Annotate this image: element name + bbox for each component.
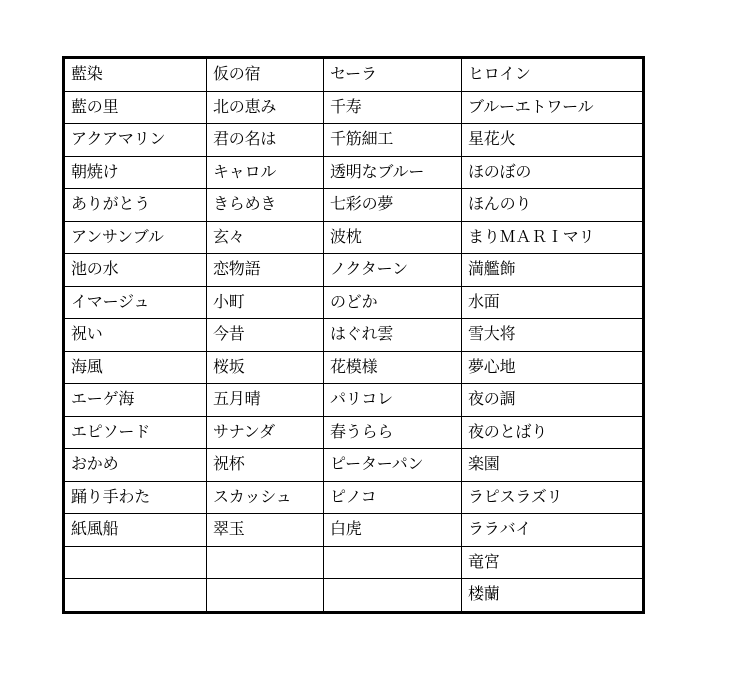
table-cell: 楼蘭	[462, 579, 644, 613]
table-cell: エピソード	[64, 416, 207, 449]
table-cell: 楽園	[462, 449, 644, 482]
name-table-body	[64, 58, 644, 613]
table-row	[64, 189, 644, 222]
table-cell: ピノコ	[324, 481, 462, 514]
table-cell: 波枕	[324, 221, 462, 254]
table-row	[64, 124, 644, 157]
table-cell: 紙風船	[64, 514, 207, 547]
table-cell: 恋物語	[207, 254, 324, 287]
table-cell: ヒロイン	[462, 58, 644, 92]
table-row	[64, 481, 644, 514]
table-cell: 藍の里	[64, 91, 207, 124]
table-cell: 君の名は	[207, 124, 324, 157]
table-row	[64, 286, 644, 319]
table-row	[64, 91, 644, 124]
table-cell: ラピスラズリ	[462, 481, 644, 514]
table-cell: アクアマリン	[64, 124, 207, 157]
table-cell: 満艦飾	[462, 254, 644, 287]
table-cell: ノクターン	[324, 254, 462, 287]
table-cell: おかめ	[64, 449, 207, 482]
table-row	[64, 58, 644, 92]
table-cell: 夜の調	[462, 384, 644, 417]
table-cell: 花模様	[324, 351, 462, 384]
table-cell: 星花火	[462, 124, 644, 157]
table-row	[64, 416, 644, 449]
table-row	[64, 579, 644, 613]
table-cell: 朝焼け	[64, 156, 207, 189]
table-cell: 五月晴	[207, 384, 324, 417]
table-cell: 白虎	[324, 514, 462, 547]
table-cell: サナンダ	[207, 416, 324, 449]
table-cell: 桜坂	[207, 351, 324, 384]
table-row	[64, 254, 644, 287]
table-row	[64, 384, 644, 417]
table-row	[64, 351, 644, 384]
name-table	[62, 56, 645, 614]
table-cell-empty	[324, 579, 462, 613]
table-cell: 海風	[64, 351, 207, 384]
table-cell: イマージュ	[64, 286, 207, 319]
table-cell: キャロル	[207, 156, 324, 189]
table-cell: 竜宮	[462, 546, 644, 579]
table-cell: アンサンブル	[64, 221, 207, 254]
table-cell-empty	[207, 546, 324, 579]
table-cell: 翠玉	[207, 514, 324, 547]
table-cell: セーラ	[324, 58, 462, 92]
table-cell: 夢心地	[462, 351, 644, 384]
table-cell: ありがとう	[64, 189, 207, 222]
table-cell: 千寿	[324, 91, 462, 124]
table-cell: 小町	[207, 286, 324, 319]
table-cell: 玄々	[207, 221, 324, 254]
table-cell: のどか	[324, 286, 462, 319]
table-cell: 千筋細工	[324, 124, 462, 157]
table-row	[64, 546, 644, 579]
table-cell: 祝杯	[207, 449, 324, 482]
table-row	[64, 221, 644, 254]
table-cell-empty	[64, 579, 207, 613]
table-cell: ブルーエトワール	[462, 91, 644, 124]
table-cell: パリコレ	[324, 384, 462, 417]
table-cell: 透明なブルー	[324, 156, 462, 189]
table-row	[64, 156, 644, 189]
table-cell: エーゲ海	[64, 384, 207, 417]
table-cell: 仮の宿	[207, 58, 324, 92]
table-cell: 踊り手わた	[64, 481, 207, 514]
table-cell: ほのぼの	[462, 156, 644, 189]
table-cell: まりＭＡＲＩマリ	[462, 221, 644, 254]
table-cell: 藍染	[64, 58, 207, 92]
table-cell-empty	[64, 546, 207, 579]
table-cell: はぐれ雲	[324, 319, 462, 352]
table-cell: ララバイ	[462, 514, 644, 547]
table-row	[64, 449, 644, 482]
table-row	[64, 514, 644, 547]
table-cell: 七彩の夢	[324, 189, 462, 222]
table-cell: 水面	[462, 286, 644, 319]
table-cell-empty	[207, 579, 324, 613]
table-cell: ピーターパン	[324, 449, 462, 482]
table-cell: 祝い	[64, 319, 207, 352]
table-cell: 春うらら	[324, 416, 462, 449]
name-table-container	[62, 56, 642, 614]
table-row	[64, 319, 644, 352]
table-cell: 池の水	[64, 254, 207, 287]
table-cell: 今昔	[207, 319, 324, 352]
table-cell: きらめき	[207, 189, 324, 222]
table-cell: ほんのり	[462, 189, 644, 222]
table-cell: 雪大将	[462, 319, 644, 352]
table-cell: 夜のとばり	[462, 416, 644, 449]
table-cell: 北の恵み	[207, 91, 324, 124]
table-cell: スカッシュ	[207, 481, 324, 514]
table-cell-empty	[324, 546, 462, 579]
